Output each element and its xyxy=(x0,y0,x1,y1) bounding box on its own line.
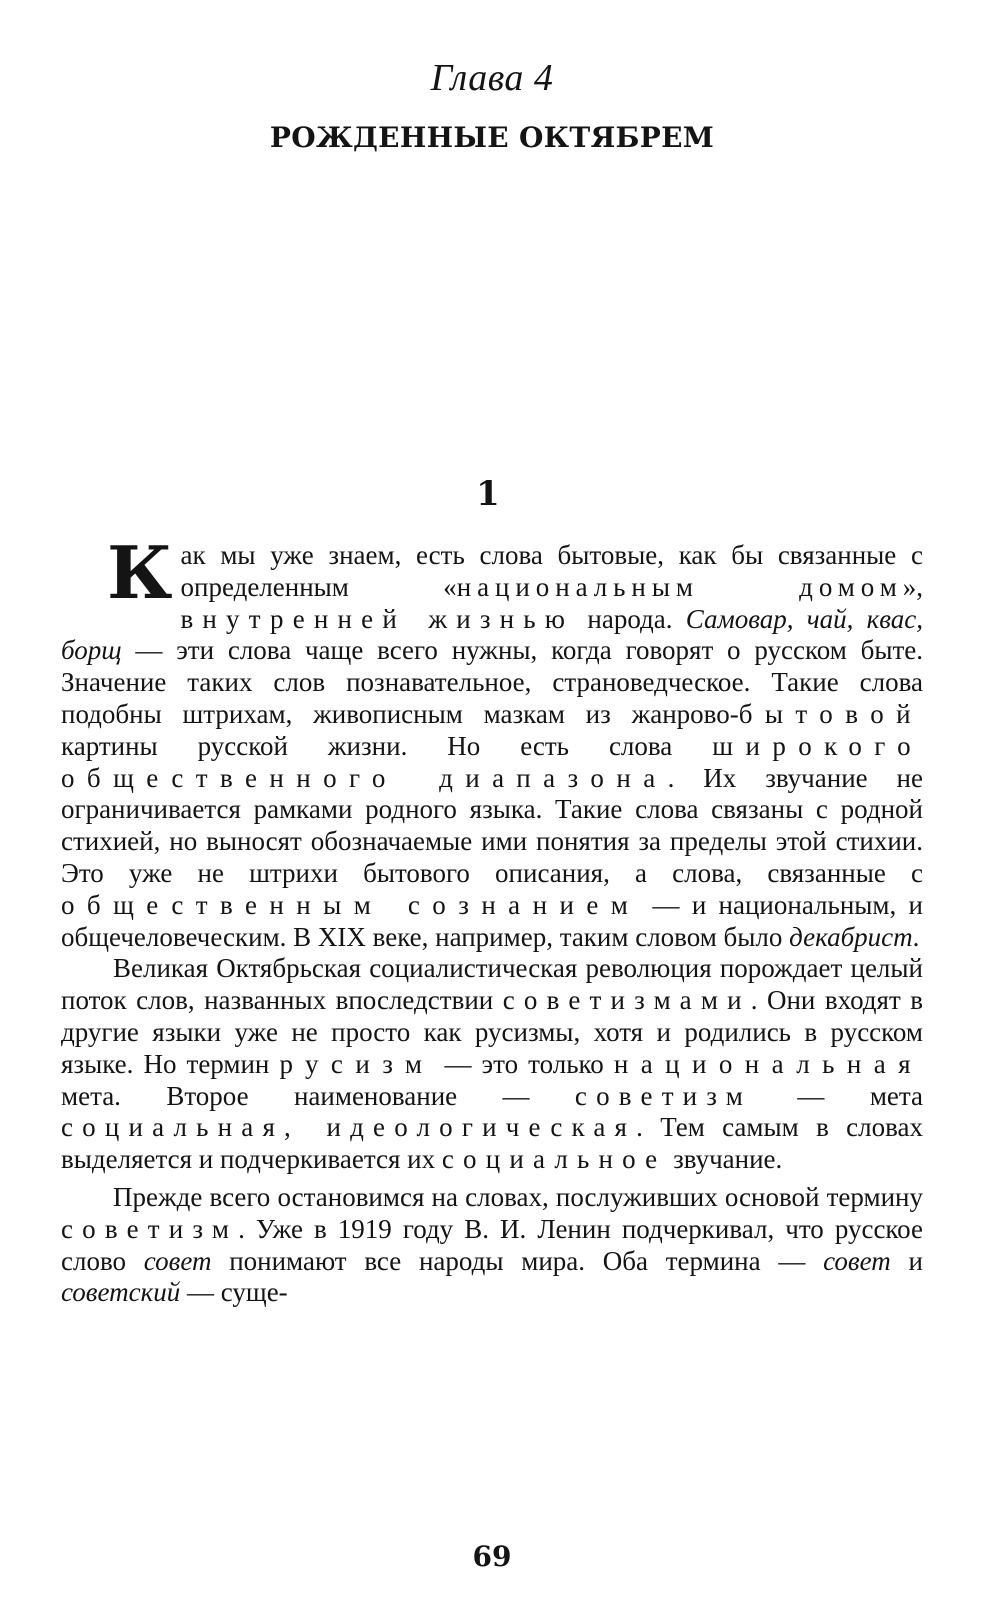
text-run: — эти слова чаще всего нужны, когда говорят о русском быте. Значение таких слов познавательное, страноведческое. Такие слова подобны штрихам, живописным мазкам из жанрово- xyxy=(61,635,923,729)
spaced-run: советизм xyxy=(61,1213,239,1244)
spaced-run: советизмами xyxy=(502,985,751,1016)
spaced-run: русизм xyxy=(279,1048,435,1079)
text-run: Прежде всего остановимся на словах, послуживших основой термину xyxy=(113,1181,923,1212)
paragraph-2 xyxy=(61,953,923,1176)
text-run: картины русской жизни. Но есть слова xyxy=(61,730,713,761)
text-run: — суще- xyxy=(180,1277,288,1308)
text-run: ак мы уже знаем, есть слова бытовые, как бы связанные с определенным « xyxy=(180,540,923,602)
text-run: », xyxy=(902,571,923,602)
spaced-run: бытовой xyxy=(738,698,923,729)
spaced-run: общественным сознанием xyxy=(61,889,641,920)
text-run: звучание. xyxy=(666,1144,783,1175)
spaced-run: социальное xyxy=(441,1144,667,1175)
spaced-run: широкого общественного диапазона xyxy=(61,730,923,793)
italic-run: совет xyxy=(823,1245,891,1276)
text-run: — мета xyxy=(752,1080,924,1111)
text-run: . xyxy=(912,921,920,952)
paragraph-3 xyxy=(61,1182,923,1309)
text-run: . Они входят в другие языки уже не просто как русизмы, хотя и родились в русском языке. Но термин xyxy=(61,985,924,1079)
italic-run: Самовар, чай, квас, борщ xyxy=(61,603,923,666)
text-run: — и национальным, и общечеловеческим. В XIX веке, например, таким словом было xyxy=(61,889,923,952)
chapter-label: Глава 4 xyxy=(430,57,554,99)
italic-run: советский xyxy=(61,1277,181,1308)
spaced-run: национальная xyxy=(613,1048,924,1079)
page-number: 69 xyxy=(472,1540,512,1573)
section-number: 1 xyxy=(476,474,500,514)
text-run: . Тем самым в словах выделяется и подчеркивается их xyxy=(61,1112,923,1175)
text-run: . Уже в 1919 году В. И. Ленин подчеркивал, что русское слово xyxy=(61,1213,923,1276)
italic-run: декабрист xyxy=(789,921,913,952)
spaced-run: национальным домом xyxy=(456,571,903,602)
text-run: — это только xyxy=(434,1048,614,1079)
paragraph-1 xyxy=(61,530,923,953)
chapter-title: РОЖДЕННЫЕ ОКТЯБРЕМ xyxy=(269,121,715,154)
spaced-run: советизм xyxy=(574,1080,753,1111)
text-run: народа. xyxy=(574,603,686,634)
spaced-run: внутренней жизнью xyxy=(180,603,575,634)
text-run: . Их звучание не ограничивается рамками родного языка. Такие слова связаны с родной стихией, но выносят обозначаемые ими понятия за пределы этой стихии. Это уже не штрихи бытового описания, а слова, связанные с xyxy=(61,762,923,888)
text-run: Великая Октябрьская социалистическая революция порождает целый поток слов, названных впоследствии xyxy=(61,953,923,1016)
italic-run: совет xyxy=(143,1245,212,1276)
drop-cap: К xyxy=(107,530,173,615)
text-run: мета. Второе наименование — xyxy=(61,1080,575,1111)
text-run: понимают все народы мира. Оба термина — xyxy=(211,1245,824,1276)
body-text xyxy=(61,530,924,1309)
text-run: и xyxy=(890,1245,923,1276)
spaced-run: социальная, идеологическая xyxy=(61,1112,637,1143)
